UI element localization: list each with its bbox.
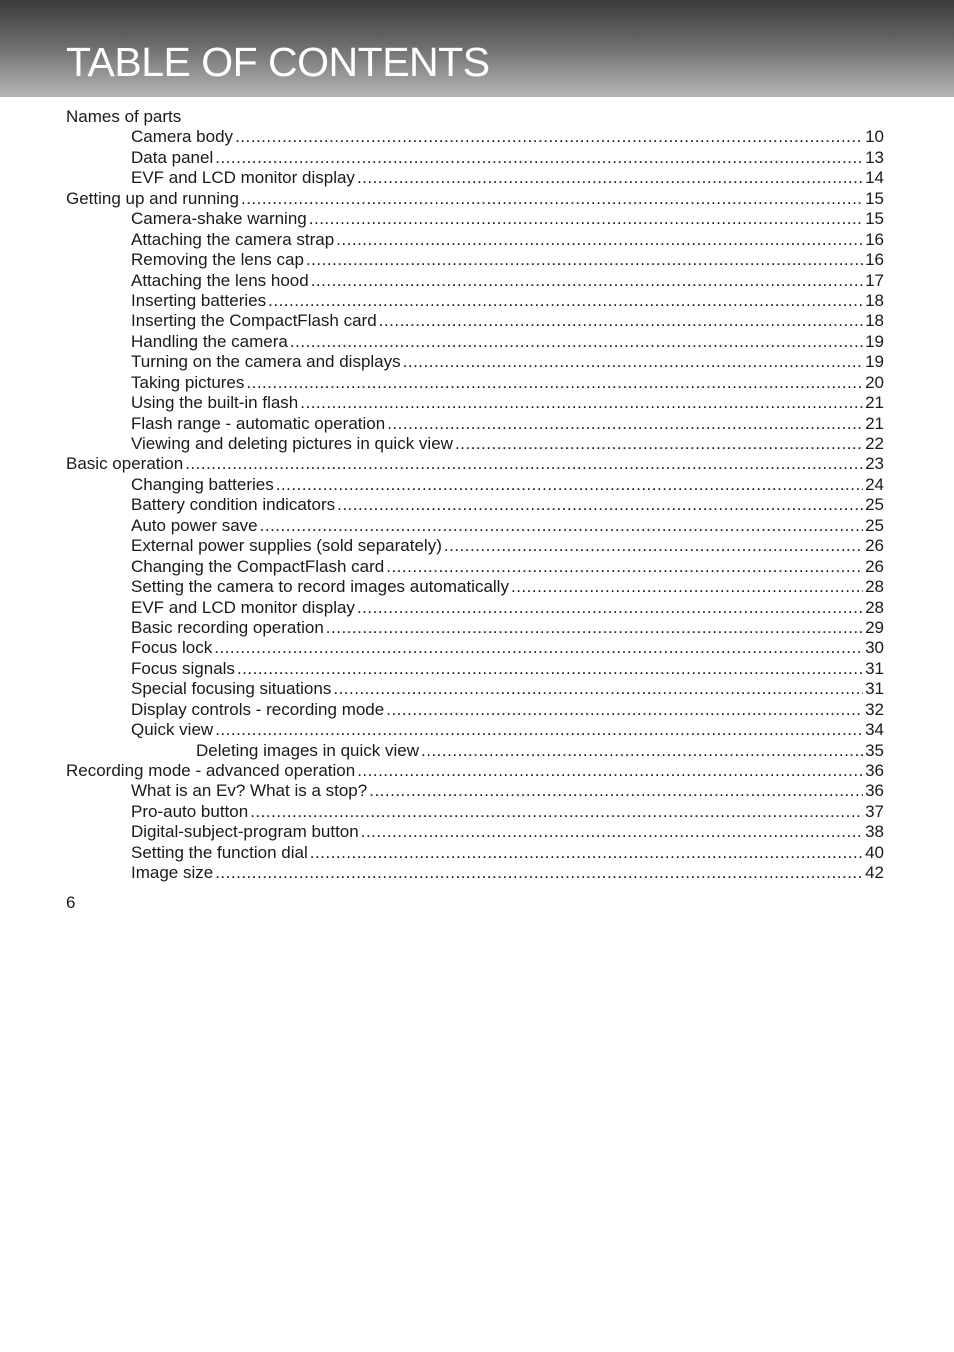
toc-entry-page: 19 bbox=[865, 352, 884, 372]
toc-entry-page: 26 bbox=[865, 536, 884, 556]
toc-entry[interactable] bbox=[66, 414, 884, 434]
toc-dot-leader bbox=[300, 393, 863, 413]
toc-entry-title: Changing the CompactFlash card bbox=[131, 556, 385, 576]
toc-entry[interactable] bbox=[66, 741, 884, 761]
toc-entry[interactable] bbox=[66, 189, 884, 209]
toc-dot-leader bbox=[333, 679, 863, 699]
toc-entry-page: 18 bbox=[865, 311, 884, 331]
toc-entry-title: Basic operation bbox=[66, 454, 184, 474]
toc-entry-title: EVF and LCD monitor display bbox=[131, 168, 355, 188]
toc-entry-title: Recording mode - advanced operation bbox=[66, 761, 356, 780]
toc-dot-leader bbox=[455, 434, 863, 454]
table-of-contents bbox=[66, 107, 884, 884]
toc-dot-leader bbox=[309, 209, 863, 229]
toc-entry-title: External power supplies (sold separately) bbox=[131, 536, 442, 556]
toc-entry-title: EVF and LCD monitor display bbox=[131, 597, 355, 617]
toc-entry-page: 15 bbox=[865, 188, 884, 208]
toc-dot-leader bbox=[369, 781, 863, 801]
toc-entry-page: 25 bbox=[865, 515, 884, 535]
toc-entry[interactable] bbox=[66, 148, 884, 168]
page-number: 6 bbox=[66, 893, 76, 912]
toc-entry[interactable] bbox=[66, 843, 884, 863]
toc-entry-title: Flash range - automatic operation bbox=[131, 413, 386, 433]
toc-entry-page: 25 bbox=[865, 495, 884, 515]
toc-entry-title: Focus signals bbox=[131, 658, 235, 678]
toc-dot-leader bbox=[311, 271, 863, 291]
toc-entry-title: Display controls - recording mode bbox=[131, 699, 385, 719]
toc-entry-title: Digital-subject-program button bbox=[131, 822, 359, 842]
toc-entry[interactable] bbox=[66, 659, 884, 679]
toc-dot-leader bbox=[386, 557, 863, 577]
toc-dot-leader bbox=[235, 127, 863, 147]
toc-entry[interactable] bbox=[66, 434, 884, 454]
toc-entry-page: 10 bbox=[865, 127, 884, 147]
toc-dot-leader bbox=[310, 843, 863, 863]
toc-dot-leader bbox=[326, 618, 863, 638]
header-banner bbox=[0, 0, 954, 97]
toc-entry-page: 26 bbox=[865, 556, 884, 576]
toc-entry[interactable] bbox=[66, 761, 884, 781]
toc-dot-leader bbox=[357, 168, 863, 188]
toc-entry-page: 16 bbox=[865, 250, 884, 270]
toc-entry-page: 30 bbox=[865, 638, 884, 658]
toc-dot-leader bbox=[241, 189, 863, 209]
toc-entry[interactable] bbox=[66, 352, 884, 372]
toc-entry[interactable] bbox=[66, 332, 884, 352]
toc-dot-leader bbox=[306, 250, 863, 270]
toc-entry[interactable] bbox=[66, 822, 884, 842]
toc-entry-page: 31 bbox=[865, 679, 884, 699]
toc-entry[interactable] bbox=[66, 373, 884, 393]
toc-entry-title: Camera-shake warning bbox=[131, 209, 307, 229]
toc-dot-leader bbox=[260, 516, 863, 536]
toc-entry-title: Setting the camera to record images automatically bbox=[131, 577, 509, 597]
toc-dot-leader bbox=[185, 454, 863, 474]
toc-dot-leader bbox=[336, 230, 863, 250]
toc-entry[interactable] bbox=[66, 577, 884, 597]
toc-entry-title: What is an Ev? What is a stop? bbox=[131, 781, 368, 801]
toc-entry[interactable] bbox=[66, 557, 884, 577]
toc-entry-page: 37 bbox=[865, 801, 884, 821]
toc-entry[interactable] bbox=[66, 454, 884, 474]
toc-entry[interactable] bbox=[66, 516, 884, 536]
toc-entry-page: 42 bbox=[865, 863, 884, 883]
toc-dot-leader bbox=[290, 332, 863, 352]
toc-entry-title: Basic recording operation bbox=[131, 617, 324, 637]
toc-entry-title: Handling the camera bbox=[131, 331, 288, 351]
toc-entry[interactable] bbox=[66, 536, 884, 556]
toc-entry[interactable] bbox=[66, 475, 884, 495]
toc-entry[interactable] bbox=[66, 107, 884, 127]
page-title: TABLE OF CONTENTS bbox=[66, 39, 490, 85]
toc-entry-page: 28 bbox=[865, 597, 884, 617]
toc-entry-page: 34 bbox=[865, 720, 884, 740]
toc-entry-title: Removing the lens cap bbox=[131, 250, 304, 270]
toc-entry-page: 21 bbox=[865, 393, 884, 413]
toc-entry-page: 31 bbox=[865, 658, 884, 678]
toc-entry[interactable] bbox=[66, 495, 884, 515]
toc-dot-leader bbox=[268, 291, 863, 311]
toc-entry[interactable] bbox=[66, 168, 884, 188]
toc-entry-title: Pro-auto button bbox=[131, 801, 249, 821]
toc-entry-title: Setting the function dial bbox=[131, 842, 308, 862]
toc-entry-title: Inserting the CompactFlash card bbox=[131, 311, 377, 331]
toc-entry[interactable] bbox=[66, 802, 884, 822]
toc-entry-page: 35 bbox=[865, 740, 884, 760]
toc-entry[interactable] bbox=[66, 127, 884, 147]
toc-entry-page: 29 bbox=[865, 617, 884, 637]
toc-entry-title: Auto power save bbox=[131, 515, 258, 535]
toc-entry-page: 23 bbox=[865, 454, 884, 474]
toc-entry-page: 21 bbox=[865, 413, 884, 433]
toc-dot-leader bbox=[215, 863, 863, 883]
toc-entry-page: 13 bbox=[865, 147, 884, 167]
toc-entry[interactable] bbox=[66, 781, 884, 801]
toc-entry-page: 22 bbox=[865, 434, 884, 453]
toc-entry[interactable] bbox=[66, 209, 884, 229]
toc-entry-title: Getting up and running bbox=[66, 188, 239, 208]
toc-entry-title: Data panel bbox=[131, 147, 214, 167]
toc-entry-title: Special focusing situations bbox=[131, 679, 332, 699]
toc-entry-title: Changing batteries bbox=[131, 474, 274, 494]
toc-entry-title: Taking pictures bbox=[131, 372, 245, 392]
toc-entry-title: Camera body bbox=[131, 127, 234, 147]
toc-entry-title: Battery condition indicators bbox=[131, 495, 336, 515]
toc-entry-title: Attaching the camera strap bbox=[131, 229, 335, 249]
toc-entry-title: Names of parts bbox=[66, 107, 182, 126]
toc-entry[interactable] bbox=[66, 863, 884, 883]
toc-entry-page: 15 bbox=[865, 209, 884, 229]
toc-entry-page: 36 bbox=[865, 781, 884, 801]
toc-entry-page: 24 bbox=[865, 474, 884, 494]
toc-entry-title: Using the built-in flash bbox=[131, 393, 299, 413]
toc-entry-page: 32 bbox=[865, 699, 884, 719]
toc-entry[interactable] bbox=[66, 271, 884, 291]
toc-entry-page: 28 bbox=[865, 577, 884, 597]
toc-entry-title: Image size bbox=[131, 863, 214, 883]
toc-entry-title: Inserting batteries bbox=[131, 290, 267, 310]
toc-entry-page: 14 bbox=[865, 168, 884, 188]
toc-entry[interactable] bbox=[66, 250, 884, 270]
toc-entry[interactable] bbox=[66, 618, 884, 638]
toc-entry[interactable] bbox=[66, 598, 884, 618]
toc-entry-title: Focus lock bbox=[131, 638, 213, 658]
toc-entry[interactable] bbox=[66, 679, 884, 699]
toc-entry[interactable] bbox=[66, 720, 884, 740]
toc-entry-title: Attaching the lens hood bbox=[131, 270, 309, 290]
toc-entry-page: 40 bbox=[865, 842, 884, 862]
toc-entry-page: 17 bbox=[865, 270, 884, 290]
toc-entry-page: 36 bbox=[865, 761, 884, 780]
toc-entry-page: 19 bbox=[865, 331, 884, 351]
toc-dot-leader bbox=[386, 700, 863, 720]
toc-entry-page: 18 bbox=[865, 290, 884, 310]
toc-dot-leader bbox=[246, 373, 863, 393]
toc-entry[interactable] bbox=[66, 393, 884, 413]
toc-dot-leader bbox=[215, 148, 863, 168]
toc-entry[interactable] bbox=[66, 230, 884, 250]
toc-dot-leader bbox=[379, 311, 863, 331]
toc-dot-leader bbox=[237, 659, 863, 679]
toc-dot-leader bbox=[215, 720, 863, 740]
toc-entry[interactable] bbox=[66, 311, 884, 331]
toc-entry-page: 16 bbox=[865, 229, 884, 249]
toc-dot-leader bbox=[511, 577, 863, 597]
toc-dot-leader bbox=[444, 536, 863, 556]
toc-entry-page: 38 bbox=[865, 822, 884, 842]
toc-entry[interactable] bbox=[66, 291, 884, 311]
toc-entry-title: Quick view bbox=[131, 720, 214, 740]
toc-entry-page: 20 bbox=[865, 372, 884, 392]
toc-dot-leader bbox=[214, 638, 863, 658]
toc-dot-leader bbox=[357, 761, 863, 781]
toc-dot-leader bbox=[361, 822, 863, 842]
toc-entry-title: Viewing and deleting pictures in quick view bbox=[131, 434, 453, 453]
toc-entry-title: Turning on the camera and displays bbox=[131, 352, 401, 372]
toc-entry[interactable] bbox=[66, 700, 884, 720]
toc-dot-leader bbox=[421, 741, 863, 761]
toc-dot-leader bbox=[250, 802, 863, 822]
toc-entry[interactable] bbox=[66, 638, 884, 658]
toc-dot-leader bbox=[276, 475, 863, 495]
toc-dot-leader bbox=[337, 495, 863, 515]
toc-dot-leader bbox=[357, 598, 863, 618]
toc-dot-leader bbox=[403, 352, 863, 372]
toc-entry-title: Deleting images in quick view bbox=[196, 740, 419, 760]
toc-dot-leader bbox=[387, 414, 863, 434]
